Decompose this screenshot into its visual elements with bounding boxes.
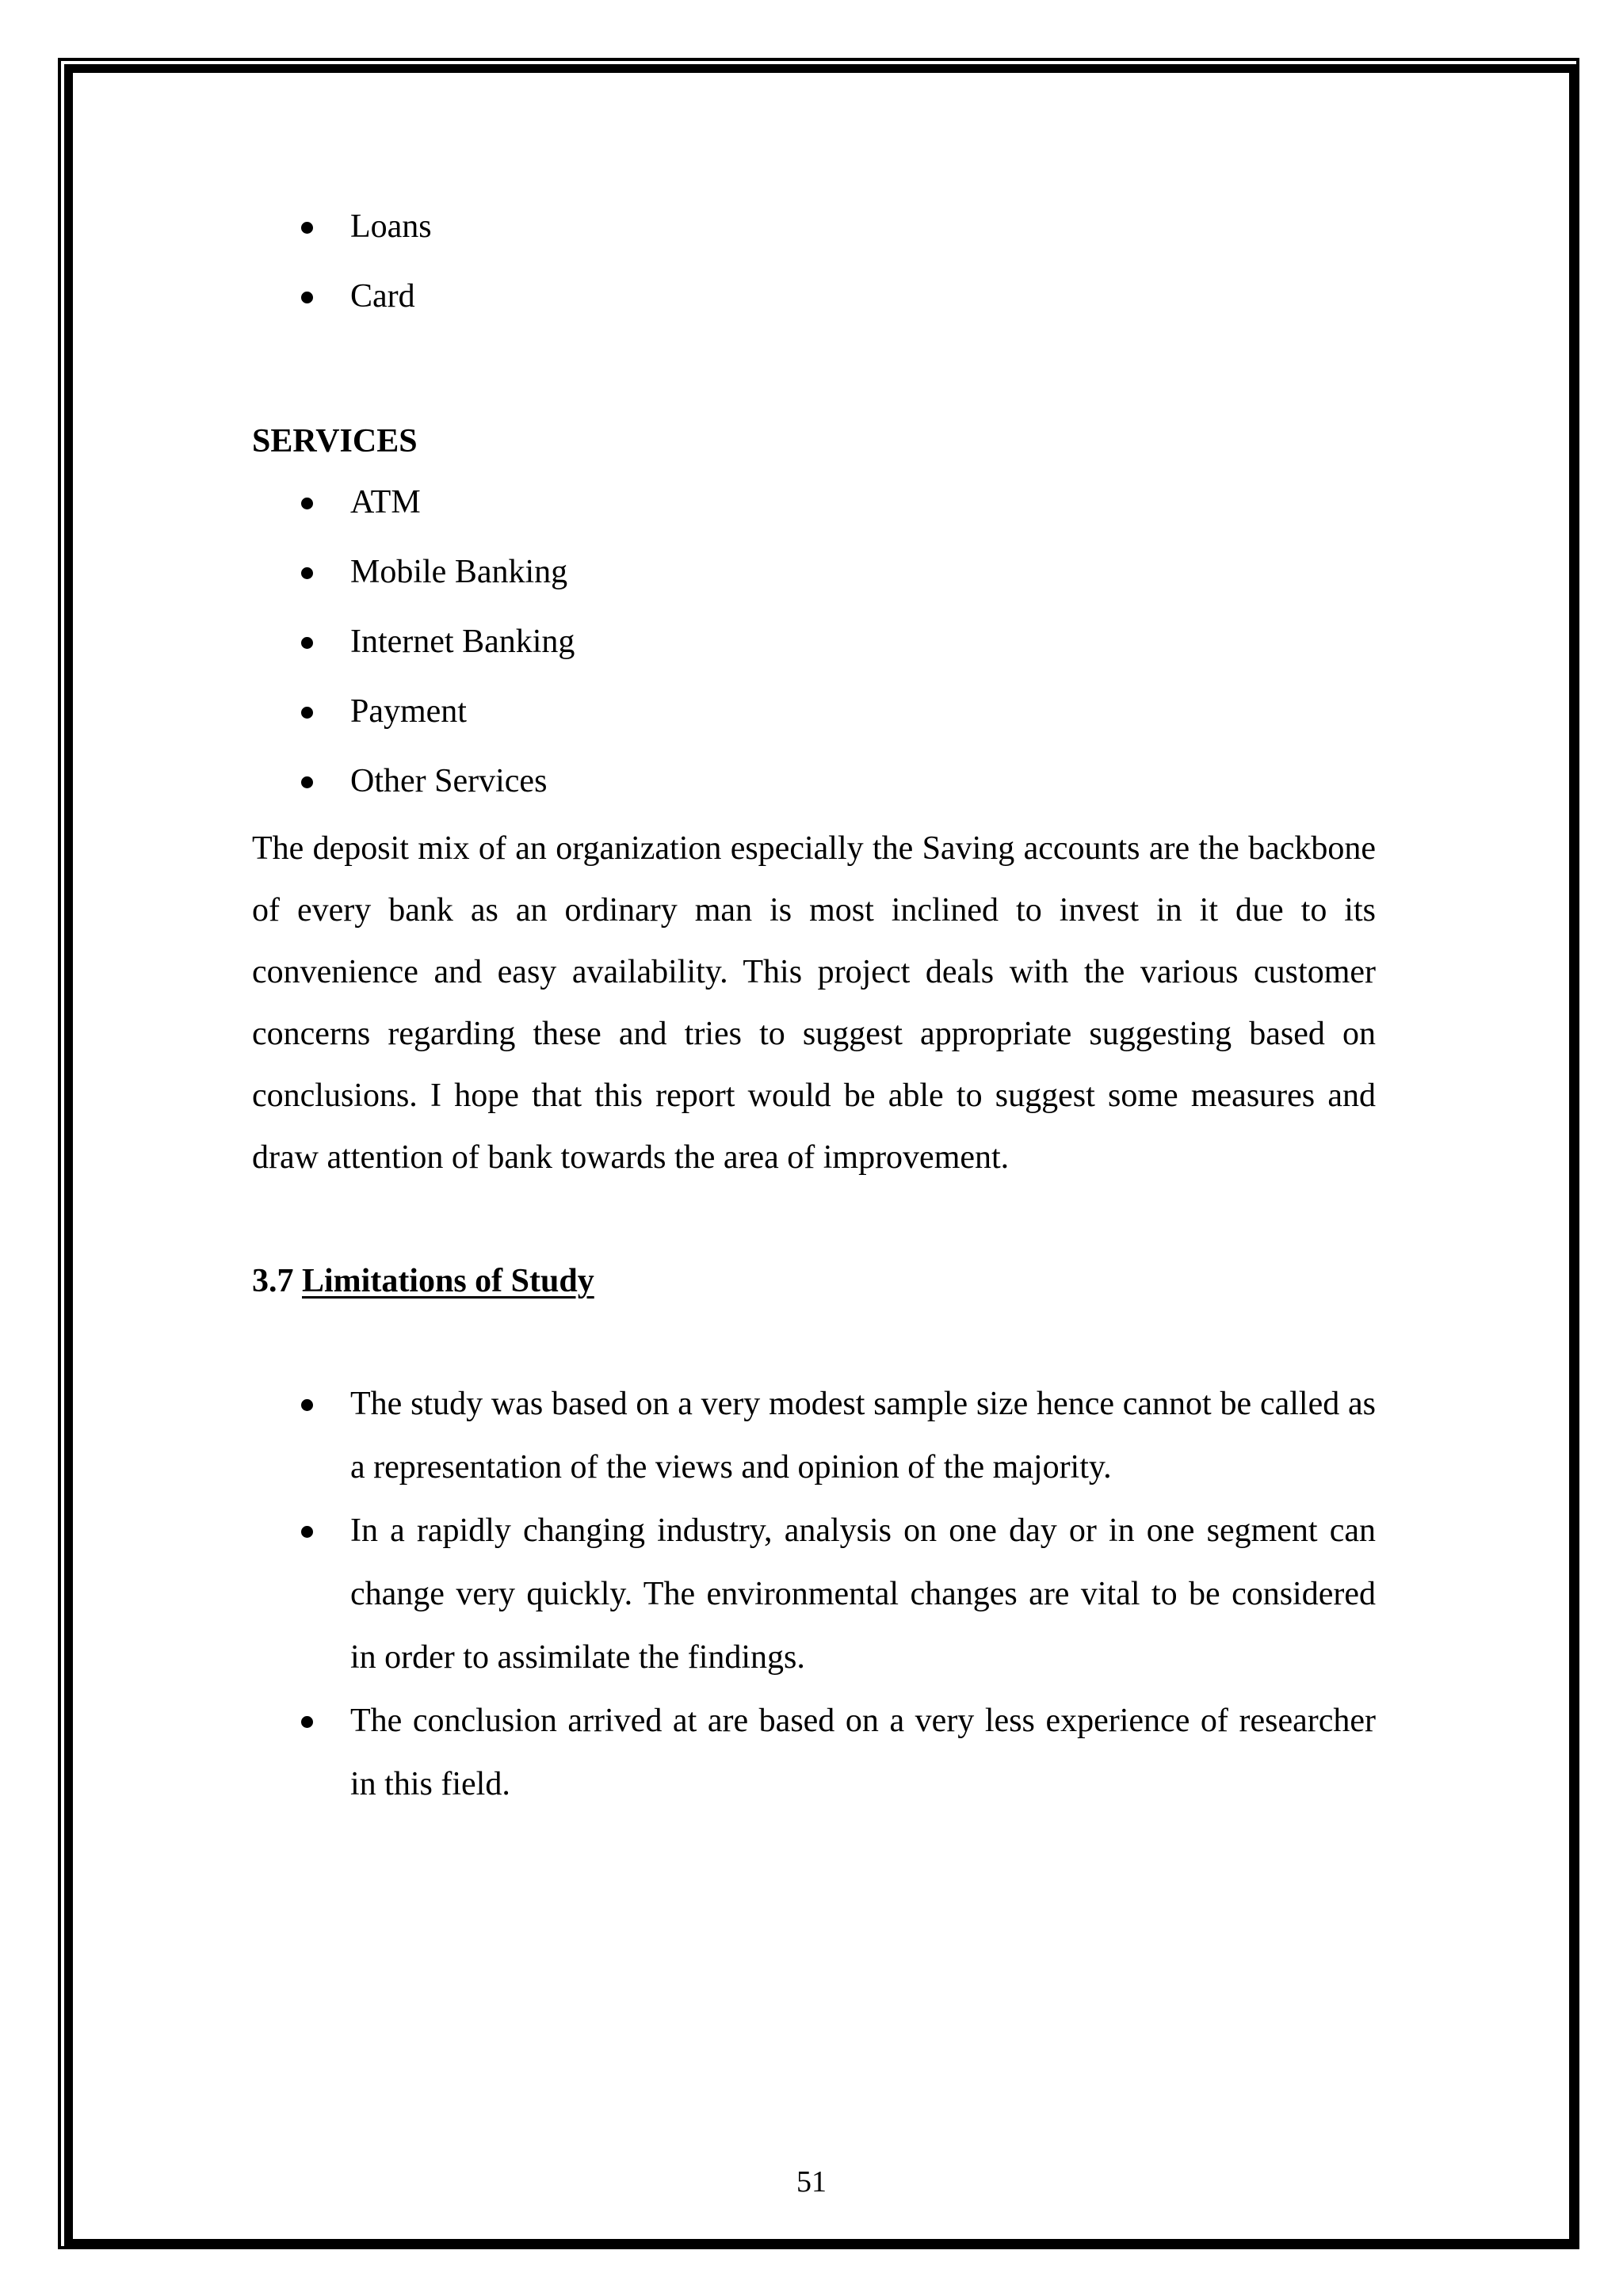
bullet-icon [301, 498, 313, 509]
bullet-icon [301, 1716, 313, 1728]
section-heading [252, 1264, 594, 1298]
bullet-icon [301, 292, 313, 303]
list-item-text: The study was based on a very modest sample size hence cannot be called as a representation of the views and opinion of the majority. [350, 1386, 1376, 1486]
bullet-icon [301, 1526, 313, 1538]
services-list [252, 467, 575, 816]
bullet-icon [301, 637, 313, 649]
list-item [252, 467, 575, 537]
list-item [252, 677, 575, 746]
list-item-text: Other Services [350, 763, 548, 799]
services-heading: SERVICES [252, 423, 418, 460]
list-item-text: Card [350, 278, 415, 315]
products-list [252, 192, 432, 331]
section-title: Limitations of Study [302, 1263, 594, 1299]
body-paragraph: The deposit mix of an organization especially the Saving accounts are the backbone of every bank as an ordinary man is most inclined to invest in it due to its convenience and easy availability. This project deals with the various customer concerns regarding these and tries to suggest appropriate suggesting based on conclusions. I hope that this report would be able to suggest some measures and draw attention of bank towards the area of improvement. [252, 830, 1376, 1176]
list-item [252, 1499, 1376, 1689]
list-item [252, 746, 575, 816]
limitations-list [252, 1372, 1376, 1816]
list-item [252, 1372, 1376, 1499]
list-item-text: Loans [350, 208, 432, 245]
list-item [252, 1689, 1376, 1816]
list-item [252, 261, 432, 331]
bullet-icon [301, 567, 313, 579]
list-item-text: Internet Banking [350, 624, 575, 660]
list-item-text: The conclusion arrived at are based on a very less experience of researcher in this field. [350, 1703, 1376, 1802]
list-item-text: In a rapidly changing industry, analysis on one day or in one segment can change very quickly. The environmental changes are vital to be considered in order to assimilate the findings. [350, 1512, 1376, 1676]
bullet-icon [301, 222, 313, 234]
bullet-icon [301, 707, 313, 719]
list-item-text: Mobile Banking [350, 554, 568, 590]
bullet-icon [301, 776, 313, 788]
list-item [252, 607, 575, 677]
list-item [252, 537, 575, 607]
page-number: 51 [796, 2165, 827, 2199]
section-number: 3.7 [252, 1263, 294, 1299]
list-item-text: Payment [350, 693, 467, 730]
list-item-text: ATM [350, 484, 421, 521]
list-item [252, 192, 432, 261]
bullet-icon [301, 1399, 313, 1411]
